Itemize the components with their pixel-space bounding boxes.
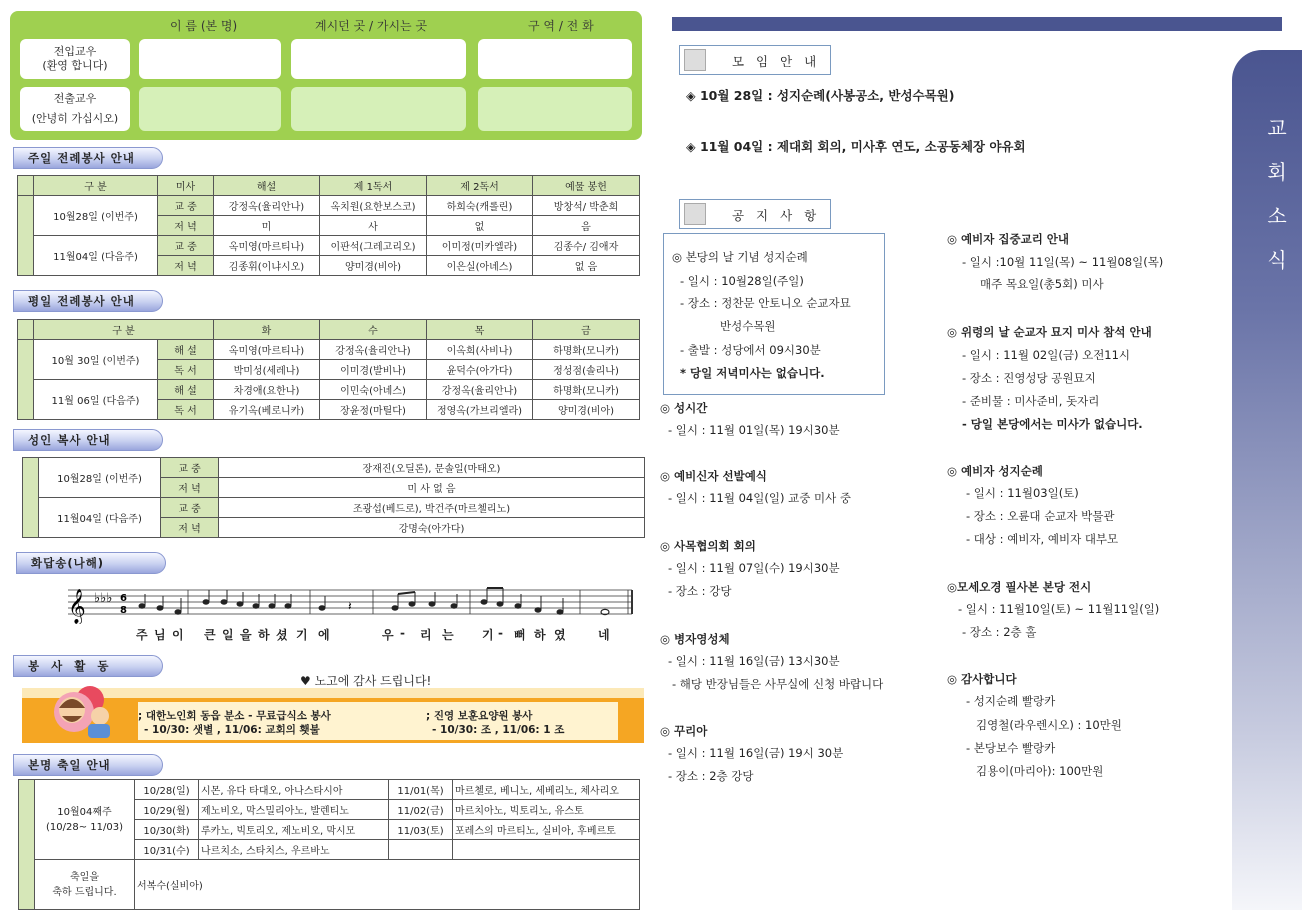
role-cell: 독 서 <box>158 400 214 420</box>
member-box <box>10 11 642 140</box>
lyric: 에 <box>318 628 330 642</box>
th: 예물 봉헌 <box>533 176 640 196</box>
in-name-cell[interactable] <box>139 39 281 79</box>
role-cell: 해 설 <box>158 340 214 360</box>
psalm-lyrics <box>136 626 616 642</box>
meeting-item-1: ◈ 10월 28일 : 성지순례(사봉공소, 반성수목원) <box>686 88 955 103</box>
th: 미사 <box>158 176 214 196</box>
notice-line: - 일시 : 11월10일(토) ~ 11월11일(일) <box>958 602 1160 616</box>
date-cell: 10/30(화) <box>135 820 199 840</box>
svg-text:♭♭♭: ♭♭♭ <box>94 591 113 606</box>
svg-text:𝄞: 𝄞 <box>68 589 86 624</box>
notice-line: 김용이(마리아): 100만원 <box>976 764 1104 778</box>
table-cell: 박미성(세레나) <box>214 360 320 380</box>
th: 목 <box>427 320 533 340</box>
notice-heading: ◎ 위령의 날 순교자 묘지 미사 참석 안내 <box>947 325 1152 339</box>
date-cell: 10/29(월) <box>135 800 199 820</box>
congrats-text: 축하 드립니다. <box>52 886 117 898</box>
lyric: 님 <box>154 628 166 642</box>
names-cell: 마르치아노, 빅토리노, 유스토 <box>453 800 640 820</box>
mass-cell: 저 녁 <box>158 256 214 276</box>
table-cell: 미 <box>214 216 320 236</box>
service-banner <box>22 688 644 743</box>
in-district-cell[interactable] <box>478 39 632 79</box>
portrait-icon <box>684 49 706 71</box>
notice-line: - 일시 : 11월03일(토) <box>966 486 1079 500</box>
label-text: 전입교우 <box>53 45 97 58</box>
table-cell: 없 <box>427 216 533 236</box>
notice-line: - 본당보수 빨랑카 <box>966 741 1056 755</box>
lyric: 리 <box>420 628 432 642</box>
sidebar-cell <box>23 458 39 538</box>
names-cell: 루카노, 빅토리오, 제노비오, 막시모 <box>199 820 389 840</box>
notice-line: 김영철(라우렌시오) : 10만원 <box>976 718 1122 732</box>
lyric: 하 <box>534 628 546 642</box>
lyric: 기 <box>482 628 494 642</box>
notice-heading: ◎ 감사합니다 <box>947 672 1017 686</box>
notice-line: - 해당 반장님들은 사무실에 신청 바랍니다 <box>672 677 884 691</box>
table-cell: 윤덕수(아가다) <box>427 360 533 380</box>
sidebar-char: 소 <box>1267 204 1287 228</box>
table-cell: 방창석/ 박춘희 <box>533 196 640 216</box>
service-item-2: ; 진영 보훈요양원 봉사 <box>426 710 533 722</box>
lyric: 셨 <box>276 628 288 642</box>
service-item-1-detail: - 10/30: 샛별 , 11/06: 교회의 횃불 <box>144 724 320 736</box>
lyric: - <box>400 626 405 640</box>
lyric: 네 <box>598 628 610 642</box>
sidebar-title <box>1262 106 1292 282</box>
names-cell: 제노비오, 막스밀리아노, 발렌티노 <box>199 800 389 820</box>
label-text: 전출교우 <box>53 92 97 105</box>
table-cell: 하명화(모니카) <box>533 340 640 360</box>
notice-line: - 장소 : 진영성당 공원묘지 <box>962 371 1096 385</box>
out-name-cell[interactable] <box>139 87 281 131</box>
lyric: 큰 <box>204 628 216 642</box>
transfer-in-label <box>20 39 130 79</box>
box-line: - 출발 : 성당에서 09시30분 <box>680 343 821 357</box>
lyric: - <box>498 626 503 640</box>
th: 화 <box>214 320 320 340</box>
notice-line: - 장소 : 2층 강당 <box>668 769 754 783</box>
week-cell <box>35 780 135 860</box>
out-place-cell[interactable] <box>291 87 466 131</box>
volunteer-illustration-icon <box>32 680 132 744</box>
th: 금 <box>533 320 640 340</box>
notice-line: - 장소 : 강당 <box>668 584 732 598</box>
table-cell: 옥치원(요한보스코) <box>320 196 427 216</box>
table-cell: 이미경(발비나) <box>320 360 427 380</box>
music-staff <box>60 582 640 624</box>
table-cell: 없 음 <box>533 256 640 276</box>
mass-cell: 저 녁 <box>161 518 219 538</box>
date-cell: 10월28일 (이번주) <box>34 196 158 236</box>
pilgrimage-box <box>663 233 885 395</box>
lyric: 뻐 <box>514 628 526 642</box>
lyric: 주 <box>136 628 148 642</box>
mass-cell: 교 중 <box>158 236 214 256</box>
svg-text:8: 8 <box>120 605 127 616</box>
thanks-line <box>300 672 431 689</box>
notice-heading: ◎ 성시간 <box>660 401 708 415</box>
mass-cell: 저 녁 <box>158 216 214 236</box>
notice-line: - 일시 : 11월 07일(수) 19시30분 <box>668 561 840 575</box>
date-cell: 10/31(수) <box>135 840 199 860</box>
sidebar-cell <box>18 196 34 276</box>
table-cell: 양미경(비아) <box>533 400 640 420</box>
top-bar <box>672 17 1282 31</box>
svg-text:6: 6 <box>120 593 127 604</box>
section-tab-weekday: 평일 전례봉사 안내 <box>13 290 163 312</box>
box-line: - 장소 : 정찬문 안토니오 순교자묘 <box>680 296 851 310</box>
notice-line: - 일시 :10월 11일(목) ~ 11월08일(목) <box>962 255 1164 269</box>
section-tab-adult-server: 성인 복사 안내 <box>13 429 163 451</box>
box-line: * 당일 저녁미사는 없습니다. <box>680 366 825 380</box>
section-tab-psalm: 화답송(나해) <box>16 552 166 574</box>
sidebar-char: 교 <box>1267 116 1287 140</box>
mass-cell: 교 중 <box>161 458 219 478</box>
table-cell: 정영옥(가브리엘라) <box>427 400 533 420</box>
notice-title: 공 지 사 항 <box>732 208 821 223</box>
table-cell: 옥미영(마르티나) <box>214 340 320 360</box>
notice-line: - 대상 : 예비자, 예비자 대부모 <box>966 532 1119 546</box>
congrats-names: 서복수(실비아) <box>135 860 640 910</box>
notice-line: - 일시 : 11월 01일(목) 19시30분 <box>668 423 840 437</box>
notice-line: - 일시 : 11월 16일(금) 13시30분 <box>668 654 840 668</box>
table-cell: 이판석(그레고리오) <box>320 236 427 256</box>
meeting-title: 모 임 안 내 <box>732 54 821 69</box>
date-cell <box>389 840 453 860</box>
date-cell: 10/28(일) <box>135 780 199 800</box>
date-cell: 10월28일 (이번주) <box>39 458 161 498</box>
lyric: 였 <box>554 628 566 642</box>
notice-heading: ◎ 예비신자 선발예식 <box>660 469 767 483</box>
th: 제 2독서 <box>427 176 533 196</box>
notice-line: - 일시 : 11월 16일(금) 19시 30분 <box>668 746 844 760</box>
names-cell: 시몬, 유다 타대오, 아나스타시아 <box>199 780 389 800</box>
weekday-table <box>17 319 640 420</box>
label-text: (안녕히 가십시오) <box>31 112 119 125</box>
mass-cell: 교 중 <box>161 498 219 518</box>
feast-table <box>18 779 640 910</box>
sunday-table <box>17 175 640 276</box>
names-cell: 포레스의 마르티노, 실비아, 후베르토 <box>453 820 640 840</box>
table-cell: 사 <box>320 216 427 236</box>
lyric: 을 <box>240 628 252 642</box>
header-district: 구 역 / 전 화 <box>528 19 594 33</box>
table-cell: 조광섭(베드로), 박건주(마르첼리노) <box>219 498 645 518</box>
notice-heading: ◎ 병자영성체 <box>660 632 730 646</box>
box-line: ◎ 본당의 날 기념 성지순례 <box>672 250 808 264</box>
thanks-text: 노고에 감사 드립니다! <box>314 674 432 688</box>
names-cell: 나르치소, 스타치스, 우르바노 <box>199 840 389 860</box>
date-cell: 11/01(목) <box>389 780 453 800</box>
date-cell: 11/02(금) <box>389 800 453 820</box>
names-cell: 마르첼로, 베니노, 세베리노, 체사리오 <box>453 780 640 800</box>
notice-line: - 장소 : 오륜대 순교자 박물관 <box>966 509 1115 523</box>
table-cell: 김종휘(이냐시오) <box>214 256 320 276</box>
range-text: (10/28~ 11/03) <box>46 821 123 833</box>
adult-server-table <box>22 457 645 538</box>
congrats-cell <box>35 860 135 910</box>
table-cell: 음 <box>533 216 640 236</box>
table-cell: 미 사 없 음 <box>219 478 645 498</box>
table-cell: 이옥희(사비나) <box>427 340 533 360</box>
section-tab-feast: 본명 축일 안내 <box>13 754 163 776</box>
section-tab-sunday: 주일 전례봉사 안내 <box>13 147 163 169</box>
table-cell: 강정옥(율리안나) <box>427 380 533 400</box>
sidebar-cell <box>18 340 34 420</box>
meeting-item-2: ◈ 11월 04일 : 제대회 회의, 미사후 연도, 소공동체장 야유회 <box>686 139 1026 154</box>
header-name: 이 름 (본 명) <box>170 19 238 33</box>
in-place-cell[interactable] <box>291 39 466 79</box>
table-cell: 이은실(아녜스) <box>427 256 533 276</box>
lyric: 기 <box>296 628 308 642</box>
table-cell: 강명숙(아가다) <box>219 518 645 538</box>
th: 구 분 <box>34 176 158 196</box>
table-cell: 양미경(비아) <box>320 256 427 276</box>
lyric: 하 <box>258 628 270 642</box>
notice-line: - 일시 : 11월 04일(일) 교중 미사 중 <box>668 491 851 505</box>
sidebar-cell <box>19 780 35 910</box>
table-cell: 차경애(요한나) <box>214 380 320 400</box>
mass-cell: 저 녁 <box>161 478 219 498</box>
date-cell: 11월 06일 (다음주) <box>34 380 158 420</box>
service-item-1: ; 대한노인회 동읍 분소 - 무료급식소 봉사 <box>138 710 331 722</box>
table-cell: 유기옥(베로니카) <box>214 400 320 420</box>
portrait-icon <box>684 203 706 225</box>
label-text: (환영 합니다) <box>42 59 108 72</box>
notice-line: - 일시 : 11월 02일(금) 오전11시 <box>962 348 1131 362</box>
table-cell: 옥미영(마르티나) <box>214 236 320 256</box>
date-cell: 11월04일 (다음주) <box>34 236 158 276</box>
table-cell: 장윤정(마틸다) <box>320 400 427 420</box>
table-cell: 강정옥(율리안나) <box>214 196 320 216</box>
table-cell: 하명화(모니카) <box>533 380 640 400</box>
notice-heading: ◎모세오경 필사본 본당 전시 <box>947 580 1092 594</box>
role-cell: 해 설 <box>158 380 214 400</box>
mass-cell: 교 중 <box>158 196 214 216</box>
lyric: 우 <box>382 628 394 642</box>
notice-heading: ◎ 예비자 집중교리 안내 <box>947 232 1070 246</box>
lyric: 이 <box>172 628 184 642</box>
box-line: - 일시 : 10월28일(주일) <box>680 274 804 288</box>
heart-icon: ♥ <box>300 674 311 688</box>
notice-line: - 당일 본당에서는 미사가 없습니다. <box>962 417 1143 431</box>
sidebar-cell <box>18 320 34 340</box>
lyric: 는 <box>442 628 454 642</box>
names-cell <box>453 840 640 860</box>
table-cell: 강정옥(율리안나) <box>320 340 427 360</box>
week-text: 10월04째주 <box>57 806 112 818</box>
service-item-2-detail: - 10/30: 조 , 11/06: 1 조 <box>432 724 565 736</box>
sidebar-char: 회 <box>1267 160 1287 184</box>
notice-line: - 성지순례 빨랑카 <box>966 694 1056 708</box>
role-cell: 독 서 <box>158 360 214 380</box>
table-cell: 이미정(미카엘라) <box>427 236 533 256</box>
table-cell: 장재진(오딜론), 문솔일(마태오) <box>219 458 645 478</box>
sidebar-char: 식 <box>1267 248 1287 272</box>
table-cell: 정성점(솔리나) <box>533 360 640 380</box>
th: 구 분 <box>34 320 214 340</box>
box-line: 반성수목원 <box>720 319 776 333</box>
transfer-out-label <box>20 87 130 131</box>
meeting-title-box <box>679 45 831 75</box>
th: 제 1독서 <box>320 176 427 196</box>
th: 수 <box>320 320 427 340</box>
table-cell: 이민숙(아녜스) <box>320 380 427 400</box>
lyric: 일 <box>222 628 234 642</box>
header-place: 계시던 곳 / 가시는 곳 <box>315 19 428 33</box>
date-cell: 11월04일 (다음주) <box>39 498 161 538</box>
notice-heading: ◎ 꾸리아 <box>660 724 708 738</box>
notice-line: 매주 목요일(총5회) 미사 <box>980 277 1104 291</box>
notice-heading: ◎ 사목협의회 회의 <box>660 539 756 553</box>
sidebar-cell <box>18 176 34 196</box>
section-tab-service: 봉 사 활 동 <box>13 655 163 677</box>
table-cell: 하희숙(캐롤린) <box>427 196 533 216</box>
table-cell: 김종수/ 김애자 <box>533 236 640 256</box>
notice-line: - 준비물 : 미사준비, 돗자리 <box>962 394 1100 408</box>
out-district-cell[interactable] <box>478 87 632 131</box>
notice-heading: ◎ 예비자 성지순례 <box>947 464 1043 478</box>
th: 해설 <box>214 176 320 196</box>
notice-line: - 장소 : 2층 홀 <box>962 625 1037 639</box>
svg-text:𝄽: 𝄽 <box>348 599 352 613</box>
notice-title-box <box>679 199 831 229</box>
date-cell: 11/03(토) <box>389 820 453 840</box>
congrats-text: 축일을 <box>70 871 99 883</box>
date-cell: 10월 30일 (이번주) <box>34 340 158 380</box>
